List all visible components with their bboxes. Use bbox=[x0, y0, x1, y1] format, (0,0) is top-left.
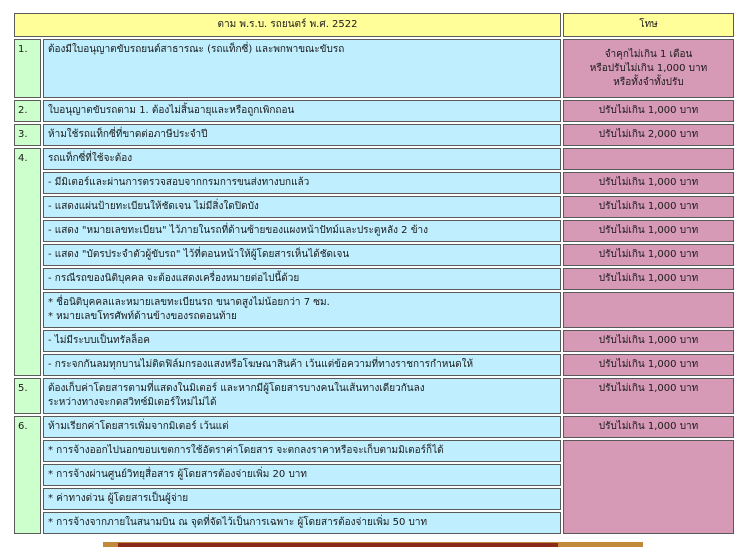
penalty-line: หรือปรับไม่เกิน 1,000 บาท bbox=[589, 62, 708, 74]
rule-text bbox=[43, 378, 561, 414]
penalty-cell: ปรับไม่เกิน 2,000 บาท bbox=[563, 124, 734, 146]
rule-subitem: * การจ้างผ่านศูนย์วิทยุสื่อสาร ผู้โดยสารต้องจ่ายเพิ่ม 20 บาท bbox=[43, 464, 561, 486]
penalty-cell-empty bbox=[563, 440, 734, 534]
rule-subitem: - แสดง "หมายเลขทะเบียน" ไว้ภายในรถที่ด้านซ้ายของแผงหน้าปัทม์และประตูหลัง 2 ข้าง bbox=[43, 220, 561, 242]
decorative-footer-strip-inner bbox=[118, 543, 558, 547]
penalty-cell bbox=[563, 292, 734, 328]
section-number: 2. bbox=[14, 100, 41, 122]
rule-subitem bbox=[43, 292, 561, 328]
rule-text: ห้ามใช้รถแท็กซี่ที่ขาดต่อภาษีประจำปี bbox=[43, 124, 561, 146]
penalty-cell bbox=[563, 39, 734, 98]
penalty-cell: ปรับไม่เกิน 1,000 บาท bbox=[563, 100, 734, 122]
section-number: 4. bbox=[14, 148, 41, 376]
rule-subitem: - แสดงแผ่นป้ายทะเบียนให้ชัดเจน ไม่มีสิ่งใดปิดบัง bbox=[43, 196, 561, 218]
section-number: 1. bbox=[14, 39, 41, 98]
penalty-cell: ปรับไม่เกิน 1,000 บาท bbox=[563, 268, 734, 290]
penalty-line: หรือทั้งจำทั้งปรับ bbox=[613, 76, 684, 88]
rule-line: ต้องเก็บค่าโดยสารตามที่แสดงในมิเตอร์ และหากมีผู้โดยสารบางคนในเส้นทางเดียวกันลง bbox=[48, 383, 425, 394]
penalty-cell: ปรับไม่เกิน 1,000 บาท bbox=[563, 378, 734, 414]
section-number: 3. bbox=[14, 124, 41, 146]
rule-subitem: * การจ้างจากภายในสนามบิน ณ จุดที่จัดไว้เป็นการเฉพาะ ผู้โดยสารต้องจ่ายเพิ่ม 50 บาท bbox=[43, 512, 561, 534]
section-number: 5. bbox=[14, 378, 41, 414]
penalty-line: จำคุกไม่เกิน 1 เดือน bbox=[604, 48, 693, 60]
penalty-cell: ปรับไม่เกิน 1,000 บาท bbox=[563, 330, 734, 352]
rule-text: ต้องมีใบอนุญาตขับรถยนต์สาธารณะ (รถแท็กซี่) และพกพาขณะขับรถ bbox=[43, 39, 561, 98]
penalty-cell: ปรับไม่เกิน 1,000 บาท bbox=[563, 196, 734, 218]
rule-subitem: - กระจกกันลมทุกบานไม่ติดฟิล์มกรองแสงหรือโฆษณาสินค้า เว้นแต่ข้อความที่ทางราชการกำหนดให้ bbox=[43, 354, 561, 376]
penalty-cell: ปรับไม่เกิน 1,000 บาท bbox=[563, 416, 734, 438]
rule-line: ระหว่างทางจะกดสวิทซ์มิเตอร์ใหม่ไม่ได้ bbox=[48, 397, 217, 408]
rule-line: * หมายเลขโทรศัพท์ด้านข้างของรถตอนท้าย bbox=[48, 311, 237, 322]
rule-subitem: - แสดง "บัตรประจำตัวผู้ขับรถ" ไว้ที่ตอนหน้าให้ผู้โดยสารเห็นได้ชัดเจน bbox=[43, 244, 561, 266]
rule-line: * ชื่อนิติบุคคลและหมายเลขทะเบียนรถ ขนาดสูงไม่น้อยกว่า 7 ซม. bbox=[48, 297, 330, 308]
law-header: ตาม พ.ร.บ. รถยนตร์ พ.ศ. 2522 bbox=[14, 13, 561, 37]
taxi-law-table bbox=[12, 11, 736, 536]
penalty-cell: ปรับไม่เกิน 1,000 บาท bbox=[563, 172, 734, 194]
penalty-header: โทษ bbox=[563, 13, 734, 37]
rule-text: ใบอนุญาตขับรถตาม 1. ต้องไม่สิ้นอายุและหรือถูกเพิกถอน bbox=[43, 100, 561, 122]
penalty-cell: ปรับไม่เกิน 1,000 บาท bbox=[563, 220, 734, 242]
rule-text: ห้ามเรียกค่าโดยสารเพิ่มจากมิเตอร์ เว้นแต่ bbox=[43, 416, 561, 438]
penalty-cell bbox=[563, 148, 734, 170]
penalty-cell: ปรับไม่เกิน 1,000 บาท bbox=[563, 244, 734, 266]
rule-subitem: - มีมิเตอร์และผ่านการตรวจสอบจากกรมการขนส่งทางบกแล้ว bbox=[43, 172, 561, 194]
rule-subitem: - กรณีรถของนิติบุคคล จะต้องแสดงเครื่องหมายต่อไปนี้ด้วย bbox=[43, 268, 561, 290]
rule-subitem: * การจ้างออกไปนอกขอบเขตการใช้อัตราค่าโดยสาร จะตกลงราคาหรือจะเก็บตามมิเตอร์ก็ได้ bbox=[43, 440, 561, 462]
rule-subitem: * ค่าทางด่วน ผู้โดยสารเป็นผู้จ่าย bbox=[43, 488, 561, 510]
section-number: 6. bbox=[14, 416, 41, 534]
rule-subitem: - ไม่มีระบบเป็นทรัลล็อค bbox=[43, 330, 561, 352]
rule-text: รถแท็กซี่ที่ใช้จะต้อง bbox=[43, 148, 561, 170]
penalty-cell: ปรับไม่เกิน 1,000 บาท bbox=[563, 354, 734, 376]
